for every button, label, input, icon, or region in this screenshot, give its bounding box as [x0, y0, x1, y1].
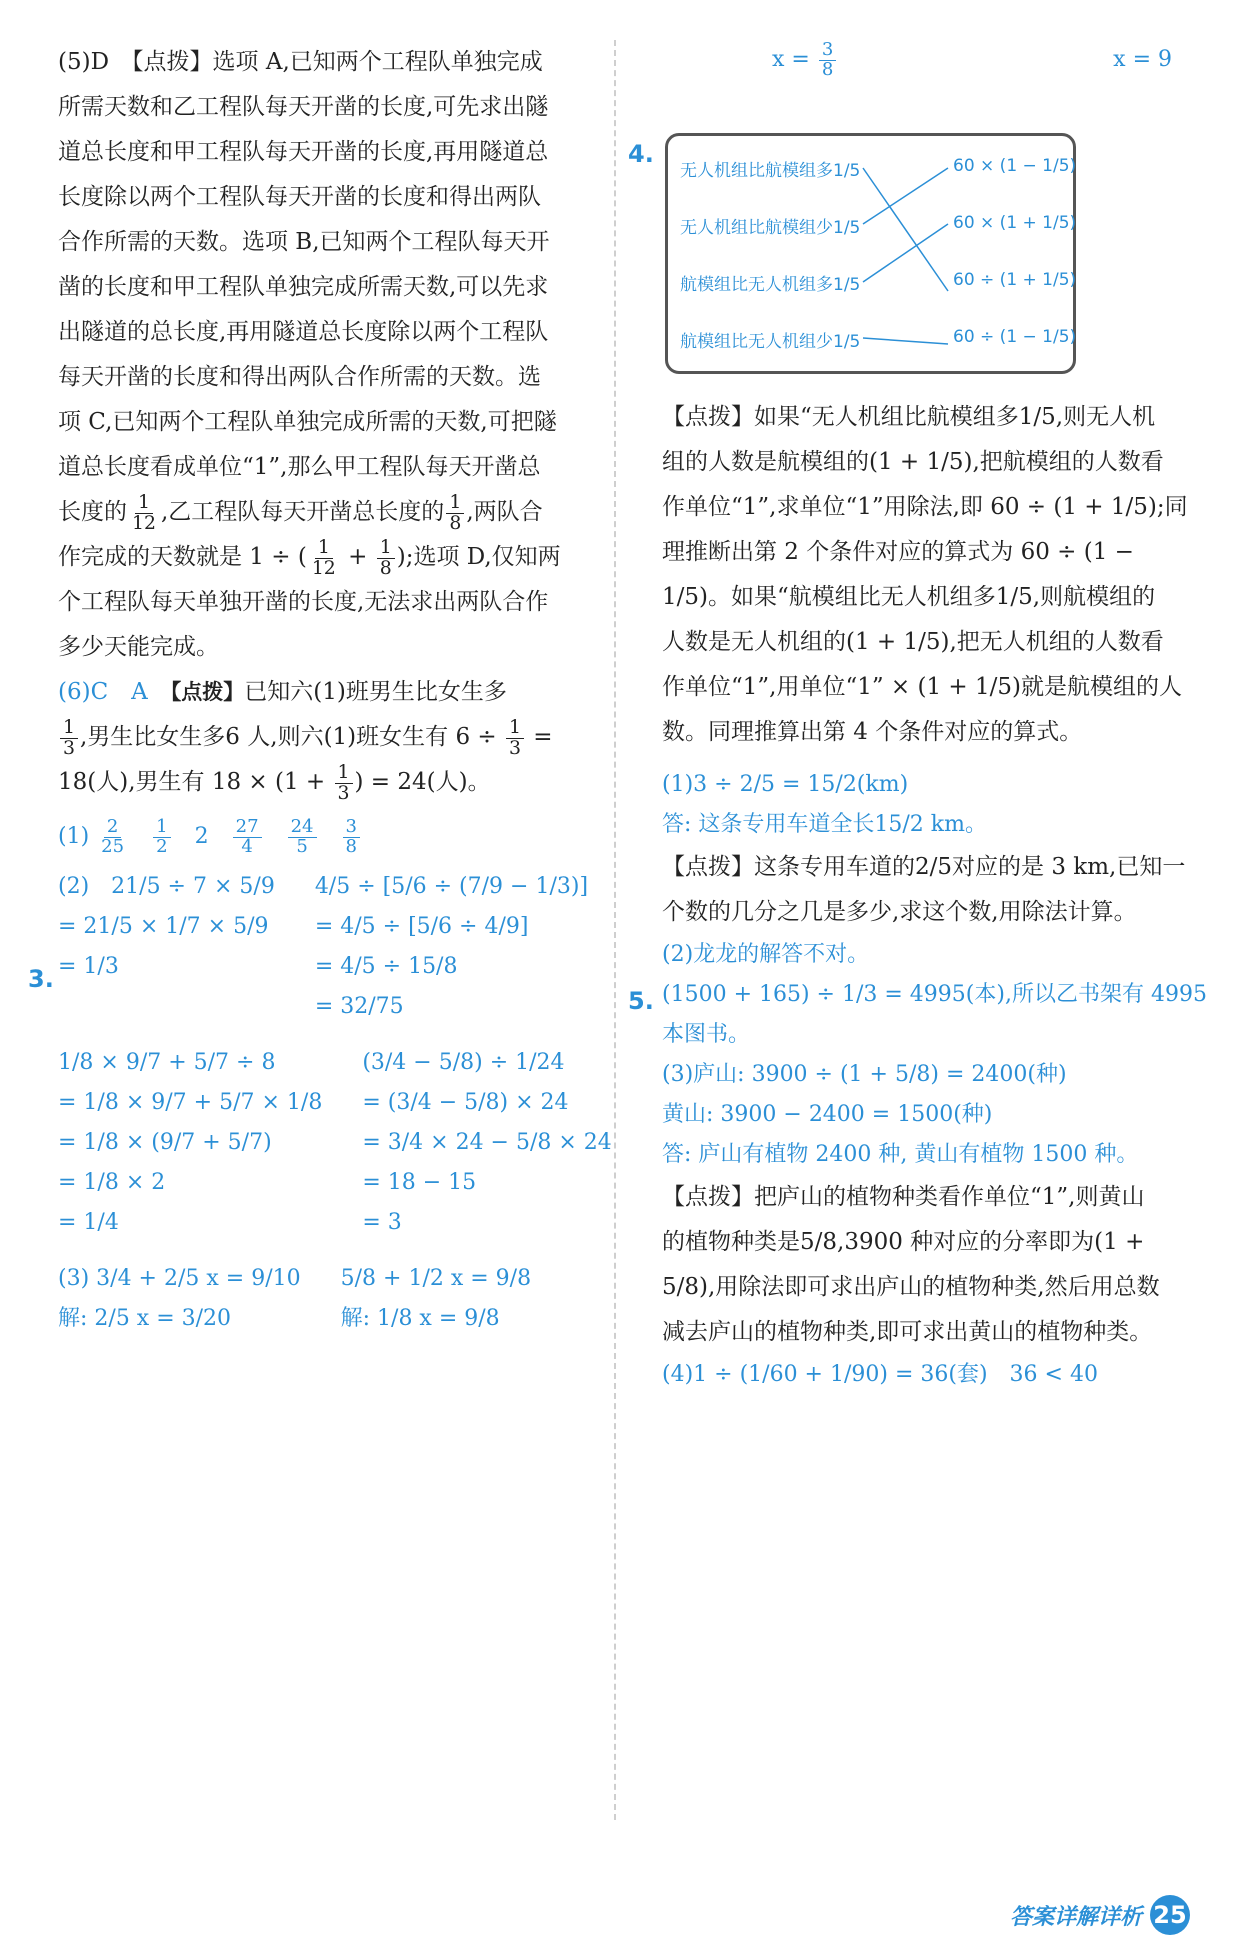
right-text-block [662, 395, 1207, 1395]
matching-right-item-2: 60 × (1 + 1/5) [953, 213, 1077, 233]
q3-3a-line-3: = 1/8 × (9/7 + 5/7) [58, 1130, 272, 1155]
answer-5-tail-2: 多少天能完成。 [58, 634, 219, 660]
column-divider [614, 40, 616, 1820]
answer-5-line-1: (5)D 【点拨】选项 A,已知两个工程队单独完成 [58, 49, 543, 75]
q3-part3-calc-b [362, 1043, 612, 1243]
q3-4b-line-2: 解: 1/8 x = 9/8 [340, 1306, 500, 1331]
answer-4-line-1: 【点拨】如果“无人机组比航模组多1/5,则无人机 [662, 404, 1156, 430]
q3-part2-calc-a [58, 867, 275, 1027]
right-column [652, 40, 1197, 80]
answer-5-line-5: 合作所需的天数。选项 B,已知两个工程队每天开 [58, 229, 550, 255]
q3-3a-line-4: = 1/8 × 2 [58, 1170, 166, 1195]
answer-5-1 [662, 765, 1202, 845]
answer-5-line-4: 长度除以两个工程队每天开凿的长度和得出两队 [58, 184, 541, 210]
match-line-2 [863, 168, 948, 224]
answer-5-line-d [58, 580, 603, 670]
page-footer [1010, 1895, 1190, 1935]
q3-3b-line-3: = 3/4 × 24 − 5/8 × 24 [362, 1130, 612, 1155]
answer-5-1-exp-line-1: 【点拨】这条专用车道的2/5对应的是 3 km,已知一 [662, 854, 1186, 880]
q3-part2 [58, 867, 603, 1027]
matching-left-item-3: 航模组比无人机组多1/5 [680, 275, 861, 295]
footer-label: 答案详解详析 [1009, 1904, 1142, 1930]
matching-right-item-4: 60 ÷ (1 − 1/5) [953, 327, 1077, 347]
q3-4a-line-2: 解: 2/5 x = 3/20 [58, 1306, 232, 1331]
answer-5-1-line-1: (1)3 ÷ 2/5 = 15/2(km) [662, 772, 909, 797]
q3-part4-eq-b [341, 1259, 531, 1339]
q3-2b-line-4: = 32/75 [314, 994, 404, 1019]
answer-4-line-6: 人数是无人机组的(1 + 1/5),把无人机组的人数看 [662, 629, 1164, 655]
answer-5-tail-1: 个工程队每天单独开凿的长度,无法求出两队合作 [58, 589, 549, 615]
answer-5-line-9: 项 C,已知两个工程队单独完成所需的天数,可把隧 [58, 409, 557, 435]
answer-5-1-exp-line-2: 个数的几分之几是多少,求这个数,用除法计算。 [662, 899, 1137, 925]
q3-3b-line-1: (3/4 − 5/8) ÷ 1/24 [362, 1050, 565, 1075]
answer-5-2-line-2: (1500 + 165) ÷ 1/3 = 4995(本),所以乙书架有 4995 [662, 982, 1207, 1007]
question-3-number: 3. [28, 965, 54, 993]
question-4-number: 4. [628, 140, 654, 168]
answer-4-line-5: 1/5)。如果“航模组比无人机组多1/5,则航模组的 [662, 584, 1156, 610]
answer-5-1-line-2: 答: 这条专用车道全长15/2 km。 [662, 812, 987, 837]
answer-5-line-8: 每天开凿的长度和得出两队合作所需的天数。选 [58, 364, 541, 390]
q3-3a-line-5: = 1/4 [58, 1210, 119, 1235]
page-number: 25 [1150, 1895, 1190, 1935]
answer-5-line-2: 所需天数和乙工程队每天开凿的长度,可先求出隧 [58, 94, 549, 120]
matching-left-item-2: 无人机组比航模组少1/5 [680, 218, 861, 238]
answer-5-line-b: 长度的 $\frac{1}{12}$ ,乙工程队每天开凿总长度的 $\frac{1}{8}$ ,两队合 [58, 490, 543, 534]
answer-5-3-exp-line-2: 的植物种类是5/8,3900 种对应的分率即为(1 + [662, 1229, 1145, 1255]
answer-5-line-6: 凿的长度和甲工程队单独完成所需天数,可以先求 [58, 274, 549, 300]
answer-5-line-c: 作完成的天数就是 1 ÷ ( $\frac{1}{12}$ + $\frac{1}{8}$ );选项 D,仅知两 [58, 535, 561, 579]
answer-5-3-line-3: 答: 庐山有植物 2400 种, 黄山有植物 1500 种。 [662, 1142, 1139, 1167]
answer-5-3 [662, 1055, 1202, 1175]
matching-box [665, 133, 1076, 374]
question-5-number: 5. [628, 987, 654, 1015]
answer-4-line-4: 理推断出第 2 个条件对应的算式为 60 ÷ (1 − [662, 539, 1134, 565]
matching-left-item-1: 无人机组比航模组多1/5 [680, 161, 861, 181]
q3-2a-line-2: = 21/5 × 1/7 × 5/9 [58, 914, 269, 939]
q3-part4-eq-a [58, 1259, 301, 1339]
answer-4-line-2: 组的人数是航模组的(1 + 1/5),把航模组的人数看 [662, 449, 1164, 475]
answer-6-line-c: 18(人),男生有 18 × (1 + $\frac{1}{3}$ ) = 24(人)。 [58, 760, 491, 804]
q3-3b-line-4: = 18 − 15 [362, 1170, 477, 1195]
q3-2b-line-3: = 4/5 ÷ 15/8 [314, 954, 458, 979]
answer-5-2-line-3: 本图书。 [662, 1022, 751, 1047]
answer-5-explanation [58, 40, 603, 490]
answer-5-2 [662, 935, 1207, 1055]
q3-part3 [58, 1043, 612, 1243]
q3-3b-line-5: = 3 [362, 1210, 402, 1235]
answer-5-3-exp-line-3: 5/8),用除法即可求出庐山的植物种类,然后用总数 [662, 1274, 1160, 1300]
answer-5-3-explanation [662, 1175, 1202, 1355]
answer-4-line-8: 数。同理推算出第 4 个条件对应的算式。 [662, 719, 1083, 745]
top-equations: x = $\frac{3}{8}$ x = 9 [772, 38, 1172, 80]
q3-2a-line-1: (2) 21/5 ÷ 7 × 5/9 [58, 874, 275, 899]
match-line-4 [863, 338, 948, 344]
q3-2b-line-1: 4/5 ÷ [5/6 ÷ (7/9 − 1/3)] [314, 874, 589, 899]
q3-4a-line-1: (3) 3/4 + 2/5 x = 9/10 [58, 1266, 301, 1291]
answer-6-line-a: (6)C A 【点拨】已知六(1)班男生比女生多 [58, 679, 507, 705]
answer-5-3-exp-line-4: 减去庐山的植物种类,即可求出黄山的植物种类。 [662, 1319, 1153, 1345]
answer-4-line-3: 作单位“1”,求单位“1”用除法,即 60 ÷ (1 + 1/5);同 [662, 494, 1188, 520]
matching-right-item-1: 60 × (1 − 1/5) [953, 156, 1077, 176]
answer-4-line-7: 作单位“1”,用单位“1” × (1 + 1/5)就是航模组的人 [662, 674, 1182, 700]
q3-2a-line-3: = 1/3 [58, 954, 119, 979]
answer-5-2-line-1: (2)龙龙的解答不对。 [662, 942, 870, 967]
answer-6-line-b: $\frac{1}{3}$ ,男生比女生多6 人,则六(1)班女生有 6 ÷ $\frac{1}{3}$ = [58, 715, 603, 760]
answer-5-3-exp-line-1: 【点拨】把庐山的植物种类看作单位“1”,则黄山 [662, 1184, 1145, 1210]
answer-5-line-7: 出隧道的总长度,再用隧道总长度除以两个工程队 [58, 319, 549, 345]
answer-5-line-3: 道总长度和甲工程队每天开凿的长度,再用隧道总 [58, 139, 549, 165]
answer-5-3-line-1: (3)庐山: 3900 ÷ (1 + 5/8) = 2400(种) [662, 1062, 1067, 1087]
q3-2b-line-2: = 4/5 ÷ [5/6 ÷ 4/9] [314, 914, 529, 939]
answer-5-1-explanation [662, 845, 1202, 935]
q3-3b-line-2: = (3/4 − 5/8) × 24 [362, 1090, 569, 1115]
answer-5-line-10: 道总长度看成单位“1”,那么甲工程队每天开凿总 [58, 454, 541, 480]
answer-5-4: (4)1 ÷ (1/60 + 1/90) = 36(套) 36 < 40 [662, 1362, 1098, 1387]
q3-part3-calc-a [58, 1043, 322, 1243]
q3-part4 [58, 1259, 603, 1339]
answer-5-3-line-2: 黄山: 3900 − 2400 = 1500(种) [662, 1102, 993, 1127]
q3-3a-line-1: 1/8 × 9/7 + 5/7 ÷ 8 [58, 1050, 276, 1075]
q3-part1: (1) $\frac{2}{25}$ $\frac{1}{2}$ 2 $\frac{27}{4}$ $\frac{24}{5}$ $\frac{3}{8}$ [58, 817, 603, 857]
matching-left-item-4: 航模组比无人机组少1/5 [680, 332, 861, 352]
q3-part2-calc-b [315, 867, 588, 1027]
q3-4b-line-1: 5/8 + 1/2 x = 9/8 [340, 1266, 532, 1291]
q3-3a-line-2: = 1/8 × 9/7 + 5/7 × 1/8 [58, 1090, 323, 1115]
left-column [58, 40, 612, 1339]
answer-4-explanation [662, 395, 1202, 755]
matching-right-item-3: 60 ÷ (1 + 1/5) [953, 270, 1077, 290]
